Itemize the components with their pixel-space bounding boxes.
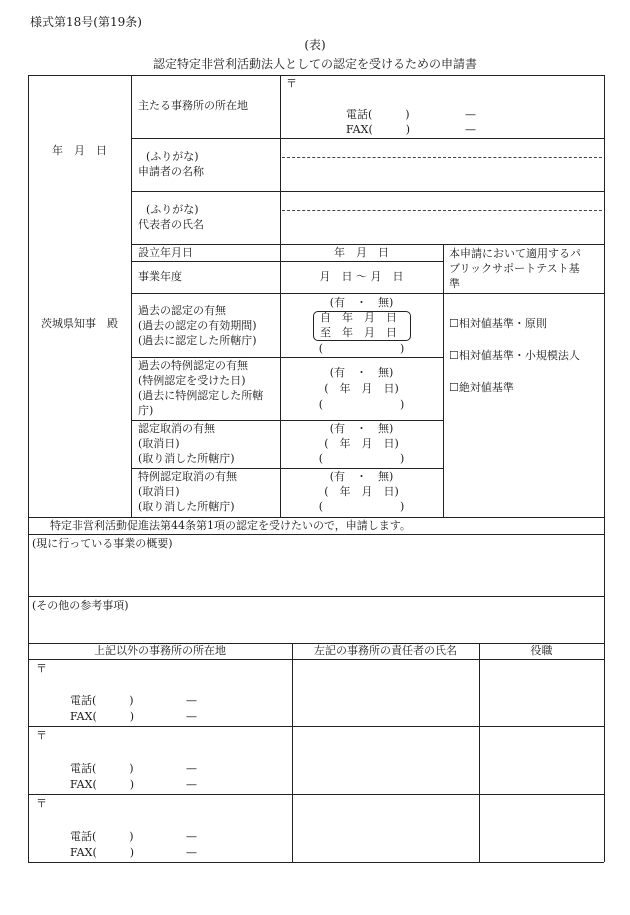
test-heading-line3: 準 — [449, 277, 460, 290]
past-special-authority-label-cont: 庁) — [138, 404, 154, 417]
applicant-name-label: 申請者の名称 — [138, 165, 204, 178]
checkbox-icon[interactable]: ☐ — [449, 381, 459, 394]
business-overview-label: (現に行っている事業の概要) — [32, 537, 173, 550]
past-special-date: ( 年 月 日) — [324, 382, 399, 395]
fiscal-year-label: 事業年度 — [138, 270, 182, 283]
past-special-label: 過去の特例認定の有無 — [138, 359, 248, 372]
past-cert-label: 過去の認定の有無 — [138, 304, 226, 317]
past-cert-from: 自 年 月 日 — [320, 311, 397, 324]
main-office-tel: 電話( ) — [346, 108, 410, 121]
office-2-fax: FAX( ) — [70, 778, 135, 791]
past-cert-yes-no: (有 ・ 無) — [329, 296, 394, 309]
office-1-fax: FAX( ) — [70, 710, 135, 723]
office-2-tel: 電話( ) — [70, 762, 134, 775]
office-1-tel: 電話( ) — [70, 694, 134, 707]
office-3-fax-dash: — — [186, 846, 197, 859]
special-revoke-date: ( 年 月 日) — [324, 485, 399, 498]
addressee: 茨城県知事 殿 — [41, 317, 118, 330]
checkbox-icon[interactable]: ☐ — [449, 349, 459, 362]
option-relative-principle[interactable] — [449, 312, 547, 331]
revoke-label: 認定取消の有無 — [138, 422, 215, 435]
past-cert-period-label: (過去の認定の有効期間) — [138, 319, 257, 332]
main-office-label: 主たる事務所の所在地 — [138, 99, 248, 112]
past-special-date-label: (特例認定を受けた日) — [138, 374, 246, 387]
form-title: 認定特定非営利活動法人としての認定を受けるための申請書 — [152, 57, 477, 71]
established-value: 年 月 日 — [334, 246, 389, 259]
reference-label: (その他の参考事項) — [32, 599, 129, 612]
special-revoke-authority: ( ) — [318, 500, 405, 513]
special-revoke-date-label: (取消日) — [138, 485, 180, 498]
special-revoke-yes-no: (有 ・ 無) — [329, 470, 394, 483]
special-revoke-label: 特例認定取消の有無 — [138, 470, 237, 483]
established-label: 設立年月日 — [138, 246, 193, 259]
revoke-authority: ( ) — [318, 452, 405, 465]
office-1-fax-dash: — — [186, 710, 197, 723]
office-3-tel: 電話( ) — [70, 830, 134, 843]
office-2-fax-dash: — — [186, 778, 197, 791]
col-header-manager: 左記の事務所の責任者の氏名 — [314, 644, 457, 657]
side-label: (表) — [304, 38, 326, 52]
past-special-authority-label: (過去に特例認定した所轄 — [138, 389, 264, 402]
postal-mark: 〒 — [286, 77, 297, 90]
main-office-fax-dash: — — [465, 123, 476, 136]
office-1-postal: 〒 — [36, 662, 47, 675]
declaration-text: 特定非営利活動促進法第44条第1項の認定を受けたいので，申請します。 — [50, 519, 411, 532]
test-heading-line1: 本申請において適用するパ — [449, 247, 581, 260]
option-label: 相対値基準・原則 — [458, 317, 547, 330]
application-date: 年 月 日 — [52, 144, 107, 157]
revoke-yes-no: (有 ・ 無) — [329, 422, 394, 435]
past-cert-to: 至 年 月 日 — [320, 326, 397, 339]
past-cert-authority: ( ) — [318, 342, 405, 355]
option-label: 絶対値基準 — [458, 381, 514, 394]
revoke-date: ( 年 月 日) — [324, 437, 399, 450]
option-label: 相対値基準・小規模法人 — [458, 349, 580, 362]
office-3-fax: FAX( ) — [70, 846, 135, 859]
office-2-postal: 〒 — [36, 729, 47, 742]
option-relative-small[interactable] — [449, 344, 580, 363]
test-heading-line2: ブリックサポートテスト基 — [449, 262, 580, 275]
office-3-postal: 〒 — [36, 797, 47, 810]
applicant-name-furigana: (ふりがな) — [146, 150, 199, 163]
col-header-position: 役職 — [530, 644, 553, 657]
office-1-tel-dash: — — [186, 694, 197, 707]
main-office-fax: FAX( ) — [346, 123, 411, 136]
col-header-location: 上記以外の事務所の所在地 — [94, 644, 226, 657]
office-2-tel-dash: — — [186, 762, 197, 775]
form-number: 様式第18号(第19条) — [30, 15, 142, 29]
main-office-tel-dash: — — [465, 108, 476, 121]
past-special-authority: ( ) — [318, 398, 405, 411]
representative-furigana: (ふりがな) — [146, 203, 199, 216]
revoke-authority-label: (取り消した所轄庁) — [138, 452, 235, 465]
special-revoke-authority-label: (取り消した所轄庁) — [138, 500, 235, 513]
past-cert-authority-label: (過去に認定した所轄庁) — [138, 334, 257, 347]
office-3-tel-dash: — — [186, 830, 197, 843]
representative-label: 代表者の氏名 — [138, 218, 204, 231]
fiscal-year-value: 月 日 ～ 月 日 — [319, 270, 404, 283]
revoke-date-label: (取消日) — [138, 437, 180, 450]
past-special-yes-no: (有 ・ 無) — [329, 366, 394, 379]
option-absolute[interactable] — [449, 376, 514, 395]
checkbox-icon[interactable]: ☐ — [449, 317, 459, 330]
